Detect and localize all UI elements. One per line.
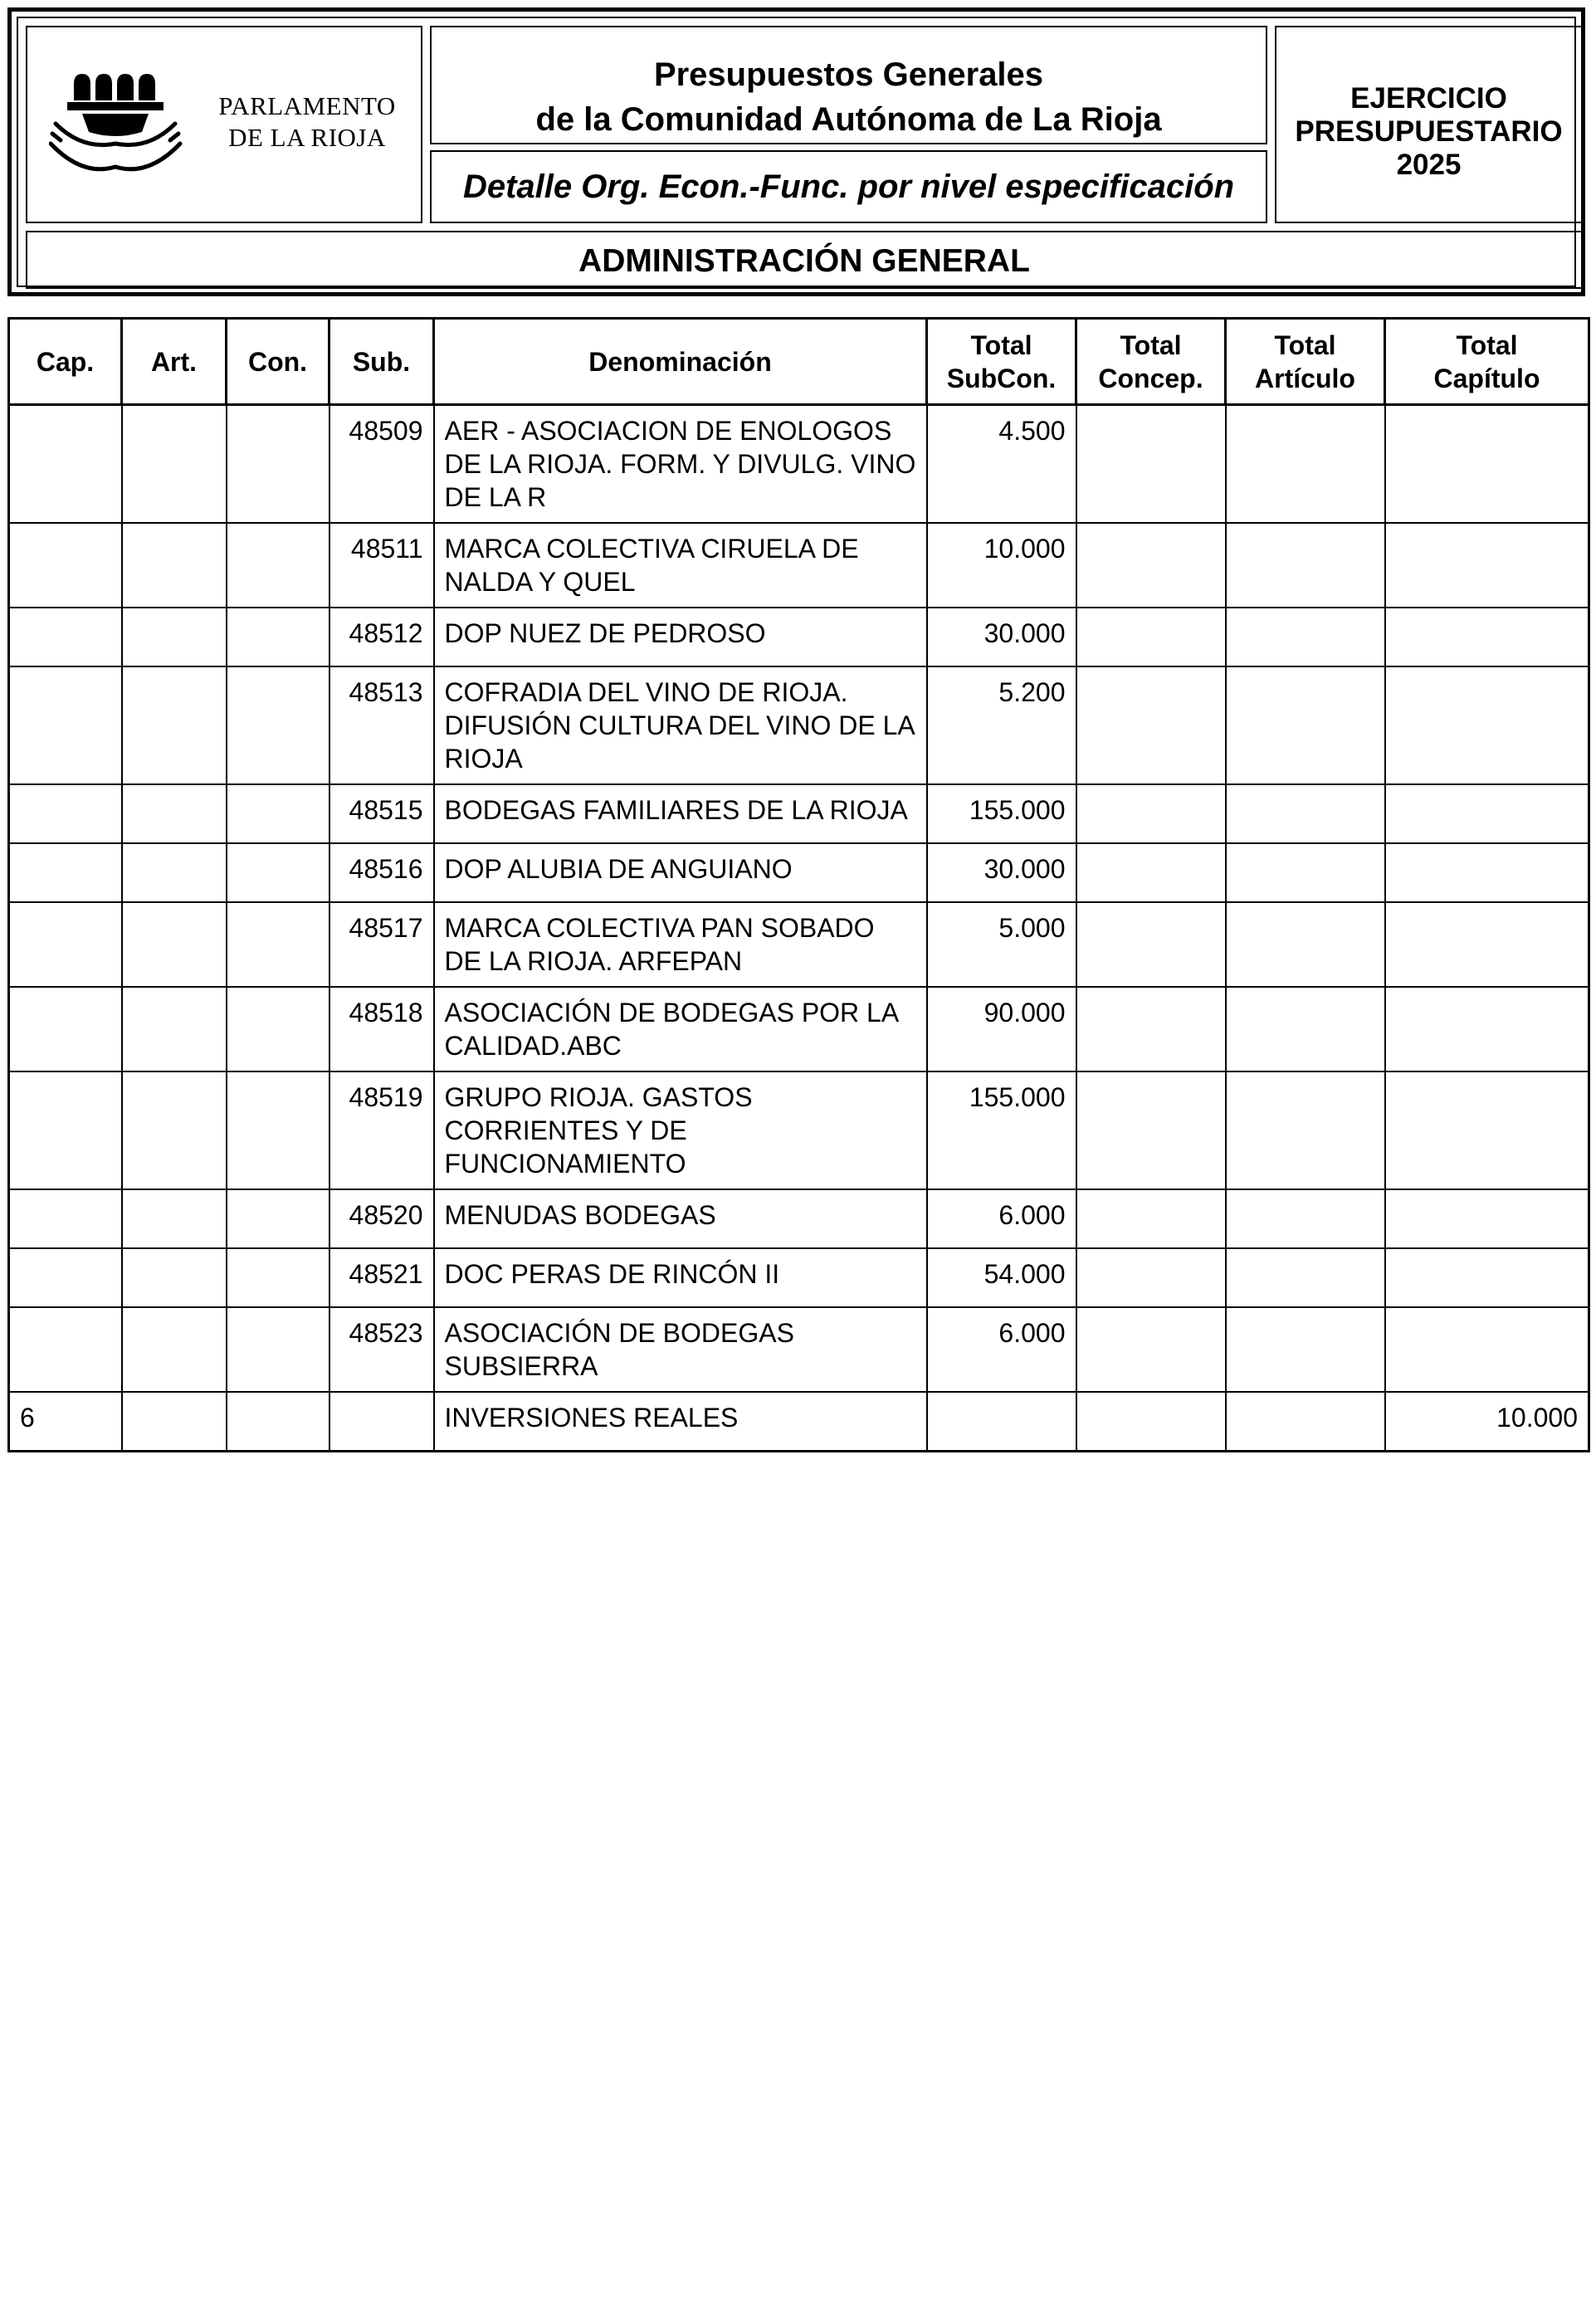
cell-art: [122, 1071, 227, 1189]
cell-art: [122, 902, 227, 987]
document-header: [7, 7, 1585, 296]
cell-total-capitulo: [1385, 1307, 1589, 1392]
cell-denominacion: BODEGAS FAMILIARES DE LA RIOJA: [434, 784, 927, 843]
cell-total-concep: [1076, 1392, 1226, 1451]
table-row: [9, 843, 1589, 902]
cell-cap: [9, 784, 122, 843]
cell-denominacion: AER - ASOCIACION DE ENOLOGOS DE LA RIOJA. FORM. Y DIVULG. VINO DE LA R: [434, 405, 927, 524]
year-line-1: EJERCICIO: [1350, 82, 1507, 115]
document-title: [432, 52, 1266, 142]
cell-total-articulo: [1226, 405, 1385, 524]
subtitle-box: [430, 150, 1267, 223]
cell-total-concep: [1076, 1071, 1226, 1189]
cell-total-subcon: 6.000: [927, 1307, 1076, 1392]
cell-total-capitulo: [1385, 1071, 1589, 1189]
cell-art: [122, 666, 227, 784]
cell-sub: 48517: [329, 902, 434, 987]
title-box: [430, 26, 1267, 144]
cell-art: [122, 1392, 227, 1451]
cell-total-concep: [1076, 608, 1226, 666]
cell-denominacion: MENUDAS BODEGAS: [434, 1189, 927, 1248]
cell-con: [227, 1392, 329, 1451]
cell-total-concep: [1076, 902, 1226, 987]
budget-table: [7, 317, 1590, 1452]
col-header-total-capitulo-line-1: Total: [1456, 329, 1518, 360]
table-row: [9, 1248, 1589, 1307]
cell-total-articulo: [1226, 784, 1385, 843]
logo-box: [26, 26, 422, 223]
col-header-total-capitulo: [1385, 319, 1589, 405]
cell-con: [227, 1307, 329, 1392]
logo-line-1: PARLAMENTO: [218, 91, 396, 120]
table-row: [9, 523, 1589, 608]
cell-total-capitulo: [1385, 1248, 1589, 1307]
year-line-2: PRESUPUESTARIO: [1295, 115, 1563, 148]
cell-total-concep: [1076, 987, 1226, 1071]
cell-denominacion: ASOCIACIÓN DE BODEGAS SUBSIERRA: [434, 1307, 927, 1392]
col-header-cap: Cap.: [9, 319, 122, 405]
cell-total-concep: [1076, 405, 1226, 524]
table-row: [9, 666, 1589, 784]
cell-total-subcon: [927, 1392, 1076, 1451]
cell-art: [122, 523, 227, 608]
section-box: [26, 231, 1583, 289]
col-header-total-concep-line-1: Total: [1120, 329, 1182, 360]
cell-total-articulo: [1226, 608, 1385, 666]
col-header-total-subcon: [927, 319, 1076, 405]
cell-art: [122, 405, 227, 524]
cell-cap: [9, 1189, 122, 1248]
fiscal-year-label: [1276, 82, 1581, 182]
col-header-total-concep: [1076, 319, 1226, 405]
cell-con: [227, 1248, 329, 1307]
cell-sub: [329, 1392, 434, 1451]
cell-con: [227, 523, 329, 608]
cell-total-subcon: 54.000: [927, 1248, 1076, 1307]
cell-art: [122, 784, 227, 843]
cell-denominacion: DOC PERAS DE RINCÓN II: [434, 1248, 927, 1307]
cell-total-articulo: [1226, 1392, 1385, 1451]
logo-line-2: DE LA RIOJA: [228, 123, 386, 152]
col-header-art: Art.: [122, 319, 227, 405]
cell-total-concep: [1076, 843, 1226, 902]
table-row: [9, 1392, 1589, 1451]
cell-total-subcon: 5.000: [927, 902, 1076, 987]
logo-wordmark: [203, 90, 411, 154]
cell-sub: 48518: [329, 987, 434, 1071]
fiscal-year-box: [1275, 26, 1583, 223]
cell-total-articulo: [1226, 1307, 1385, 1392]
cell-total-subcon: 10.000: [927, 523, 1076, 608]
col-header-total-articulo: [1226, 319, 1385, 405]
col-header-total-capitulo-line-2: Capítulo: [1433, 363, 1540, 393]
cell-art: [122, 843, 227, 902]
cell-con: [227, 902, 329, 987]
cell-total-articulo: [1226, 523, 1385, 608]
cell-total-concep: [1076, 1307, 1226, 1392]
col-header-total-articulo-line-2: Artículo: [1255, 363, 1355, 393]
cell-denominacion: DOP NUEZ DE PEDROSO: [434, 608, 927, 666]
cell-denominacion: MARCA COLECTIVA CIRUELA DE NALDA Y QUEL: [434, 523, 927, 608]
table-row: [9, 902, 1589, 987]
col-header-total-articulo-line-1: Total: [1274, 329, 1336, 360]
table-row: [9, 1071, 1589, 1189]
cell-sub: 48521: [329, 1248, 434, 1307]
cell-total-subcon: 6.000: [927, 1189, 1076, 1248]
cell-cap: [9, 902, 122, 987]
cell-total-articulo: [1226, 1071, 1385, 1189]
cell-total-articulo: [1226, 843, 1385, 902]
cell-con: [227, 987, 329, 1071]
cell-sub: 48512: [329, 608, 434, 666]
section-title: ADMINISTRACIÓN GENERAL: [578, 243, 1030, 279]
table-row: [9, 608, 1589, 666]
cell-denominacion: COFRADIA DEL VINO DE RIOJA. DIFUSIÓN CULTURA DEL VINO DE LA RIOJA: [434, 666, 927, 784]
title-line-1: Presupuestos Generales: [653, 56, 1044, 93]
table-row: [9, 1307, 1589, 1392]
cell-total-subcon: 30.000: [927, 608, 1076, 666]
header-inner-frame: [17, 17, 1576, 287]
cell-cap: [9, 523, 122, 608]
cell-total-concep: [1076, 523, 1226, 608]
cell-total-capitulo: [1385, 843, 1589, 902]
cell-cap: [9, 1248, 122, 1307]
cell-total-articulo: [1226, 1189, 1385, 1248]
cell-con: [227, 784, 329, 843]
year-line-3: 2025: [1396, 149, 1462, 181]
cell-con: [227, 608, 329, 666]
cell-total-concep: [1076, 1189, 1226, 1248]
cell-con: [227, 843, 329, 902]
cell-con: [227, 405, 329, 524]
cell-total-subcon: 4.500: [927, 405, 1076, 524]
cell-total-articulo: [1226, 902, 1385, 987]
cell-cap: [9, 666, 122, 784]
cell-cap: [9, 843, 122, 902]
cell-con: [227, 666, 329, 784]
cell-sub: 48519: [329, 1071, 434, 1189]
cell-cap: [9, 1071, 122, 1189]
cell-cap: [9, 405, 122, 524]
cell-total-articulo: [1226, 987, 1385, 1071]
parlamento-emblem-icon: [49, 64, 207, 188]
cell-sub: 48515: [329, 784, 434, 843]
cell-total-concep: [1076, 666, 1226, 784]
cell-denominacion: MARCA COLECTIVA PAN SOBADO DE LA RIOJA. ARFEPAN: [434, 902, 927, 987]
col-header-sub: Sub.: [329, 319, 434, 405]
cell-sub: 48520: [329, 1189, 434, 1248]
cell-total-capitulo: [1385, 405, 1589, 524]
cell-total-capitulo: [1385, 987, 1589, 1071]
cell-total-articulo: [1226, 1248, 1385, 1307]
col-header-total-subcon-line-2: SubCon.: [946, 363, 1057, 393]
cell-total-articulo: [1226, 666, 1385, 784]
cell-cap: [9, 1307, 122, 1392]
cell-total-subcon: 30.000: [927, 843, 1076, 902]
cell-total-subcon: 155.000: [927, 784, 1076, 843]
cell-denominacion: ASOCIACIÓN DE BODEGAS POR LA CALIDAD.ABC: [434, 987, 927, 1071]
cell-total-capitulo: [1385, 1189, 1589, 1248]
col-header-con: Con.: [227, 319, 329, 405]
col-header-total-concep-line-2: Concep.: [1098, 363, 1203, 393]
cell-art: [122, 987, 227, 1071]
table-row: [9, 405, 1589, 524]
cell-denominacion: GRUPO RIOJA. GASTOS CORRIENTES Y DE FUNCIONAMIENTO: [434, 1071, 927, 1189]
cell-total-capitulo: [1385, 523, 1589, 608]
cell-cap: 6: [9, 1392, 122, 1451]
table-row: [9, 1189, 1589, 1248]
table-body: [9, 405, 1589, 1452]
cell-total-concep: [1076, 784, 1226, 843]
cell-total-capitulo: [1385, 608, 1589, 666]
table-row: [9, 784, 1589, 843]
table-header-row: [9, 319, 1589, 405]
cell-cap: [9, 987, 122, 1071]
cell-sub: 48523: [329, 1307, 434, 1392]
title-line-2: de la Comunidad Autónoma de La Rioja: [535, 101, 1162, 138]
cell-art: [122, 1189, 227, 1248]
cell-art: [122, 1248, 227, 1307]
cell-total-capitulo: [1385, 902, 1589, 987]
cell-total-subcon: 155.000: [927, 1071, 1076, 1189]
cell-total-capitulo: [1385, 784, 1589, 843]
cell-total-capitulo: 10.000: [1385, 1392, 1589, 1451]
cell-denominacion: INVERSIONES REALES: [434, 1392, 927, 1451]
document-subtitle: Detalle Org. Econ.-Func. por nivel especificación: [462, 168, 1235, 205]
cell-art: [122, 1307, 227, 1392]
cell-total-subcon: 90.000: [927, 987, 1076, 1071]
cell-sub: 48511: [329, 523, 434, 608]
cell-sub: 48513: [329, 666, 434, 784]
cell-total-capitulo: [1385, 666, 1589, 784]
cell-sub: 48516: [329, 843, 434, 902]
col-header-total-subcon-line-1: Total: [970, 329, 1032, 360]
cell-total-subcon: 5.200: [927, 666, 1076, 784]
cell-cap: [9, 608, 122, 666]
cell-con: [227, 1189, 329, 1248]
table-row: [9, 987, 1589, 1071]
cell-sub: 48509: [329, 405, 434, 524]
cell-art: [122, 608, 227, 666]
cell-con: [227, 1071, 329, 1189]
cell-denominacion: DOP ALUBIA DE ANGUIANO: [434, 843, 927, 902]
col-header-denominacion: Denominación: [434, 319, 927, 405]
cell-total-concep: [1076, 1248, 1226, 1307]
